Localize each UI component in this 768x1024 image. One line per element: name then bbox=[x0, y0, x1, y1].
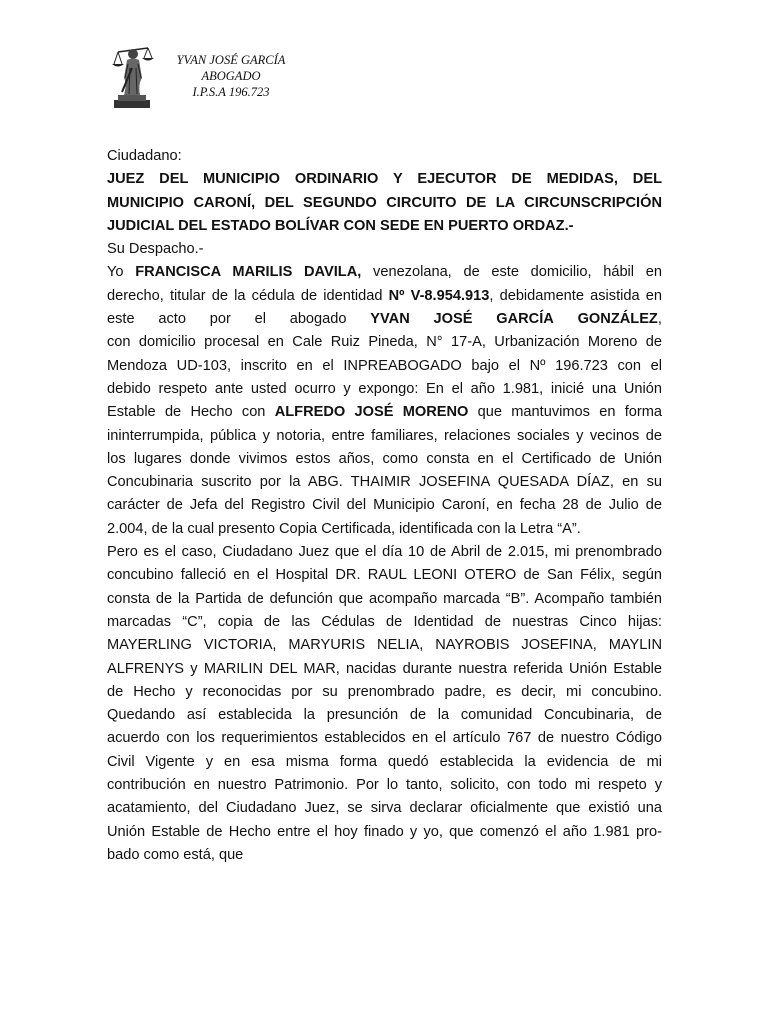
text-line: ALFRENYS y MARILIN DEL MAR, nacidas durante nuestra referida Unión Estable bbox=[107, 660, 662, 677]
text-line: con domicilio procesal en Cale Ruiz Pineda, N° 17-A, Urbanización Moreno de bbox=[107, 334, 662, 351]
partner-name: ALFREDO JOSÉ MORENO bbox=[274, 404, 469, 421]
text-line: 2.004, de la cual presento Copia Certificada, identificada con la Letra “A”. bbox=[107, 520, 581, 537]
document-body bbox=[107, 145, 662, 867]
text-line: Civil Vigente y en esa misma forma quedó establecida la evidencia de mi bbox=[107, 753, 662, 770]
text-line: Quedando así establecida la presunción de la comunidad Concubinaria, de bbox=[107, 707, 662, 724]
addressee-line: JUEZ DEL MUNICIPIO ORDINARIO Y EJECUTOR DE MEDIDAS, DEL bbox=[107, 171, 662, 188]
text-line: Concubinaria suscrito por la ABG. THAIMIR JOSEFINA QUESADA DÍAZ, en su bbox=[107, 474, 662, 491]
paragraph-1 bbox=[107, 261, 662, 541]
text-line: acatamiento, del Ciudadano Juez, se sirva declarar oficialmente que existió una bbox=[107, 800, 662, 817]
text-line: Estable de Hecho con ALFREDO JOSÉ MORENO que mantuvimos en forma bbox=[107, 404, 663, 421]
text-line: Mendoza UD-103, inscrito en el INPREABOGADO bajo el Nº 196.723 con el bbox=[107, 357, 662, 374]
text-line: Pero es el caso, Ciudadano Juez que el día 10 de Abril de 2.015, mi prenombrado bbox=[107, 544, 662, 561]
lawyer-ipsa: I.P.S.A 196.723 bbox=[192, 85, 270, 99]
text-line: marcadas “C”, copia de las Cédulas de Identidad de nuestras Cinco hijas: bbox=[107, 613, 662, 630]
salutation: Ciudadano: bbox=[107, 148, 182, 164]
lawyer-name: YVAN JOSÉ GARCÍA bbox=[176, 53, 286, 67]
lawyer-full-name: YVAN bbox=[370, 311, 410, 328]
text-line: de Hecho y reconocidas por su prenombrado padre, es decir, mi concubino. bbox=[107, 683, 662, 700]
lady-justice-icon bbox=[108, 38, 158, 110]
lawyer-title: ABOGADO bbox=[201, 69, 261, 83]
letterhead bbox=[108, 38, 308, 112]
text-line: contribución en nuestro Patrimonio. Por lo tanto, solicito, con todo mi respeto y bbox=[107, 777, 662, 794]
addressee-line: JUDICIAL DEL ESTADO BOLÍVAR CON SEDE EN PUERTO ORDAZ.- bbox=[107, 217, 574, 234]
text-line: ininterrumpida, pública y notoria, entre familiares, relaciones sociales y vecinos de bbox=[107, 427, 662, 444]
text-line: derecho, titular de la cédula de identidad Nº V-8.954.913, debidamente asistida en bbox=[107, 287, 662, 304]
text-line: Yo FRANCISCA MARILIS DAVILA, venezolana, de este domicilio, hábil en bbox=[107, 264, 662, 281]
text-line: consta de la Partida de defunción que acompaño marcada “B”. Acompaño también bbox=[107, 590, 662, 607]
text-line: este acto por el abogado YVAN JOSÉ GARCÍA GONZÁLEZ, bbox=[107, 308, 662, 331]
text-line: Unión Estable de Hecho entre el hoy finado y yo, que comenzó el año 1.981 pro- bbox=[107, 823, 662, 840]
petitioner-name: FRANCISCA MARILIS DAVILA, bbox=[135, 264, 362, 281]
paragraph-2 bbox=[107, 541, 662, 867]
text-line: bado como está, que bbox=[107, 846, 244, 863]
text-line: acuerdo con los requerimientos establecidos en el artículo 767 de nuestro Código bbox=[107, 730, 662, 747]
text-line: concubino falleció en el Hospital DR. RAUL LEONI OTERO de San Félix, según bbox=[107, 567, 662, 584]
text-line: carácter de Jefa del Registro Civil del Municipio Caroní, en fecha 28 de Julio de bbox=[107, 497, 662, 514]
text-line: los lugares donde vivimos estos años, como consta en el Certificado de Unión bbox=[107, 450, 662, 467]
petitioner-id: Nº V-8.954.913 bbox=[388, 287, 490, 304]
text-line: debido respeto ante usted ocurro y expongo: En el año 1.981, inicié una Unión bbox=[107, 380, 662, 397]
text-line: MAYERLING VICTORIA, MARYURIS NELIA, NAYROBIS JOSEFINA, MAYLIN bbox=[107, 637, 662, 654]
despacho: Su Despacho.- bbox=[107, 241, 204, 258]
addressee-line: MUNICIPIO CARONÍ, DEL SEGUNDO CIRCUITO DE LA CIRCUNSCRIPCIÓN bbox=[107, 194, 662, 211]
addressee-block bbox=[107, 168, 662, 238]
